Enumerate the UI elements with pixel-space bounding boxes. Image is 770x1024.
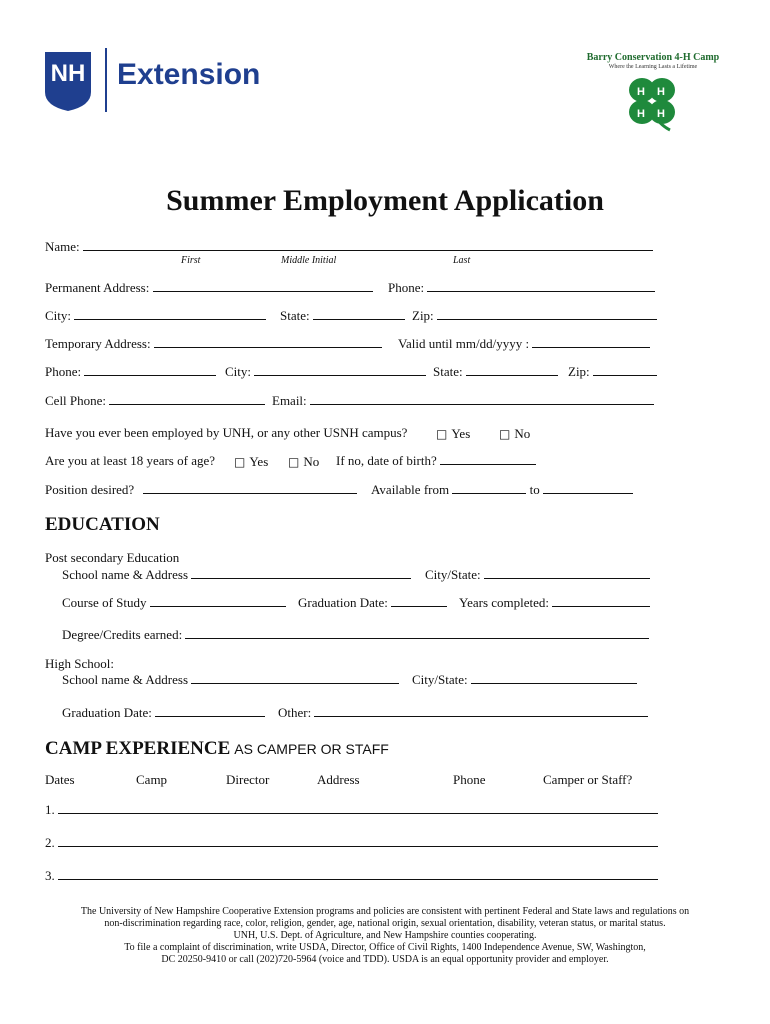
age-no-checkbox[interactable]: □ [288, 455, 300, 469]
zip2-row [568, 364, 657, 380]
name-sub-middle: Middle Initial [281, 255, 337, 266]
other-row [278, 705, 648, 721]
grad-date-label: Graduation Date: [298, 595, 388, 610]
camp-name: Barry Conservation 4-H Camp [586, 52, 720, 63]
name-label: Name: [45, 239, 80, 254]
cell-phone-label: Cell Phone: [45, 393, 107, 408]
four-h-clover-icon [622, 74, 682, 132]
footer-disclaimer [0, 906, 770, 966]
state2-field[interactable] [466, 364, 558, 376]
name-sub-first: First [181, 255, 201, 266]
camp-heading: CAMP EXPERIENCE [45, 738, 231, 759]
permanent-address-label: Permanent Address: [45, 280, 150, 295]
course-field[interactable] [150, 595, 286, 607]
unh-mark: NH [50, 60, 86, 87]
position-label: Position desired? [45, 482, 135, 497]
years-completed-field[interactable] [552, 595, 650, 607]
camp-row-number: 3. [45, 868, 55, 883]
available-row [371, 482, 633, 498]
employed-yes-checkbox[interactable]: □ [436, 427, 448, 441]
age-yes-label: Yes [249, 454, 269, 469]
age-no-label: No [303, 454, 320, 469]
citystate2-row [412, 672, 637, 688]
employed-no-option[interactable] [499, 425, 530, 443]
camp-row-number: 2. [45, 835, 55, 850]
employed-question: Have you ever been employed by UNH, or any other USNH campus? [45, 425, 408, 440]
grad-date2-row [62, 705, 265, 721]
org-name: Extension [117, 58, 261, 91]
email-label: Email: [272, 393, 307, 408]
column-camper-or-staff: Camper or Staff? [543, 772, 633, 787]
permanent-address-field[interactable] [153, 280, 373, 292]
grad-date2-label: Graduation Date: [62, 705, 152, 720]
phone2-row [45, 364, 216, 380]
camp-row-field-2[interactable] [58, 835, 658, 847]
zip-row [412, 308, 657, 324]
school-row [62, 567, 411, 583]
column-camp: Camp [136, 772, 168, 787]
footer-line: The University of New Hampshire Cooperative Extension programs and policies are consistent with pertinent Federal and State laws and regulations on [80, 906, 690, 917]
camp-tagline: Where the Learning Lasts a Lifetime [608, 64, 698, 70]
available-to-label: to [529, 482, 540, 497]
phone-field[interactable] [427, 280, 655, 292]
city-row [45, 308, 266, 324]
high-school-label: High School: [45, 656, 114, 671]
footer-line: DC 20250-9410 or call (202)720-5964 (voice and TDD). USDA is an equal opportunity provider and employer. [161, 954, 609, 965]
clover-leaf-h-3: H [637, 108, 645, 120]
citystate-label: City/State: [425, 567, 481, 582]
post-secondary-label: Post secondary Education [45, 550, 180, 565]
dob-field[interactable] [440, 453, 536, 465]
cell-phone-row [45, 393, 265, 409]
city-field[interactable] [74, 308, 266, 320]
degree-field[interactable] [185, 627, 649, 639]
valid-until-label: Valid until mm/dd/yyyy : [398, 336, 530, 351]
available-from-label: Available from [371, 482, 450, 497]
grad-date2-field[interactable] [155, 705, 265, 717]
unh-extension-logo [45, 48, 261, 112]
valid-until-field[interactable] [532, 336, 650, 348]
state2-row [433, 364, 558, 380]
city2-row [225, 364, 426, 380]
footer-line: To file a complaint of discrimination, write USDA, Director, Office of Civil Rights, 1400 Independence Avenue, SW, Washington, [124, 942, 646, 953]
footer-line: UNH, U.S. Dept. of Agriculture, and New Hampshire counties cooperating. [233, 930, 537, 941]
course-row [62, 595, 286, 611]
column-address: Address [317, 772, 360, 787]
camp-row [45, 835, 658, 851]
phone-label: Phone: [388, 280, 425, 295]
page-title: Summer Employment Application [166, 184, 604, 217]
education-heading: EDUCATION [45, 514, 160, 535]
camp-logo [578, 48, 728, 134]
citystate-row [425, 567, 650, 583]
school2-field[interactable] [191, 672, 399, 684]
available-from-field[interactable] [452, 482, 526, 494]
phone2-field[interactable] [84, 364, 216, 376]
position-row [45, 482, 357, 498]
dob-row [336, 453, 536, 469]
employed-yes-option[interactable] [436, 425, 470, 443]
column-director: Director [226, 772, 270, 787]
position-field[interactable] [143, 482, 357, 494]
other-field[interactable] [314, 705, 648, 717]
clover-leaf-h-4: H [657, 108, 665, 120]
citystate2-label: City/State: [412, 672, 468, 687]
clover-leaf-h-1: H [637, 86, 645, 98]
degree-label: Degree/Credits earned: [62, 627, 183, 642]
zip-label: Zip: [412, 308, 434, 323]
camp-row [45, 868, 658, 884]
valid-until-row [398, 336, 650, 352]
employed-no-label: No [514, 426, 531, 441]
temporary-address-row [45, 336, 382, 352]
citystate-field[interactable] [484, 567, 650, 579]
age-question: Are you at least 18 years of age? [45, 453, 216, 468]
years-completed-label: Years completed: [459, 595, 550, 610]
state-field[interactable] [313, 308, 405, 320]
column-dates: Dates [45, 772, 75, 787]
dob-label: If no, date of birth? [336, 453, 437, 468]
employed-yes-label: Yes [451, 426, 471, 441]
cell-phone-field[interactable] [109, 393, 265, 405]
available-to-field[interactable] [543, 482, 633, 494]
grad-date-field[interactable] [391, 595, 447, 607]
camp-row [45, 802, 658, 818]
temporary-address-label: Temporary Address: [45, 336, 151, 351]
email-field[interactable] [310, 393, 654, 405]
school-label: School name & Address [62, 567, 189, 582]
email-row [272, 393, 654, 409]
school2-row [62, 672, 399, 688]
employed-no-checkbox[interactable]: □ [499, 427, 511, 441]
years-completed-row [459, 595, 650, 611]
city-label: City: [45, 308, 72, 323]
city2-field[interactable] [254, 364, 426, 376]
clover-leaf-h-2: H [657, 86, 665, 98]
degree-row [62, 627, 649, 643]
state-label: State: [280, 308, 310, 323]
age-no-option[interactable] [288, 453, 319, 471]
school2-label: School name & Address [62, 672, 189, 687]
name-sub-last: Last [453, 255, 471, 266]
phone2-label: Phone: [45, 364, 82, 379]
zip2-label: Zip: [568, 364, 590, 379]
permanent-address-row [45, 280, 373, 296]
camp-row-field-3[interactable] [58, 868, 658, 880]
camp-row-field-1[interactable] [58, 802, 658, 814]
age-yes-checkbox[interactable]: □ [234, 455, 246, 469]
grad-date-row [298, 595, 447, 611]
age-yes-option[interactable] [234, 453, 268, 471]
school-field[interactable] [191, 567, 411, 579]
camp-row-number: 1. [45, 802, 55, 817]
phone-row [388, 280, 655, 296]
camp-heading-row [45, 738, 389, 760]
state-row [280, 308, 405, 324]
name-field[interactable] [83, 239, 653, 251]
camp-heading-sub: AS CAMPER OR STAFF [234, 741, 389, 757]
name-row [45, 239, 653, 255]
column-phone: Phone [453, 772, 486, 787]
zip2-field[interactable] [593, 364, 657, 376]
zip-field[interactable] [437, 308, 657, 320]
citystate2-field[interactable] [471, 672, 637, 684]
city2-label: City: [225, 364, 252, 379]
state2-label: State: [433, 364, 463, 379]
footer-line: non-discrimination regarding race, color, religion, gender, age, national origin, sexual orientation, disability, veteran status, or marital status. [104, 918, 666, 929]
temporary-address-field[interactable] [154, 336, 382, 348]
course-label: Course of Study [62, 595, 147, 610]
other-label: Other: [278, 705, 312, 720]
